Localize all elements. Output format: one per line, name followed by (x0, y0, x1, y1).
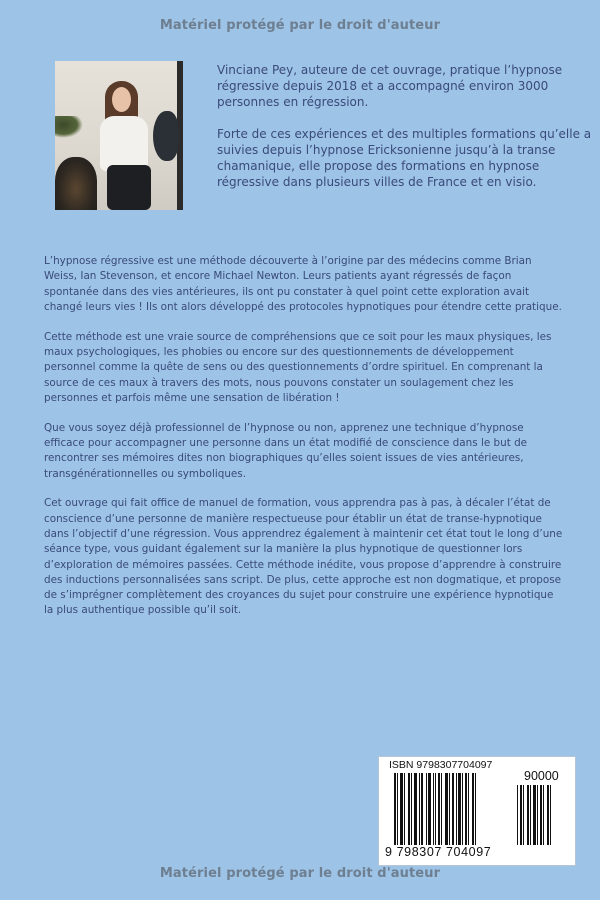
description-paragraph: Que vous soyez déjà professionnel de l’hypnose ou non, apprenez une technique d’hypnose efficace pour accompagner une personne dans un état modifié de conscience dans le but de rencontrer ses mémoires dites non biographiques qu’elles soient issues de vies antérieures, transgénérationnelles ou symboliques. (44, 421, 528, 480)
bio-paragraph: Vinciane Pey, auteure de cet ouvrage, pratique l’hypnose régressive depuis 2018 et a accompagné environ 3000 personnes en régression. (217, 63, 563, 109)
book-description (44, 254, 564, 633)
copyright-watermark-bottom: Matériel protégé par le droit d'auteur (159, 866, 441, 881)
description-paragraph: Cette méthode est une vraie source de compréhensions que ce soit pour les maux physiques, les maux psychologiques, les phobies ou encore sur des questionnements de développement personnel comme la quête de sens ou des questionnements d’ordre spirituel. En comprenant la source de ces maux à travers des mots, nous pouvons constater un soulagement chez les personnes et parfois même une sensation de libération ! (44, 330, 552, 404)
photo-blouse (100, 116, 148, 171)
description-paragraph: L’hypnose régressive est une méthode découverte à l’origine par des médecins comme Brian Weiss, Ian Stevenson, et encore Michael Newton. Leurs patients ayant régressés de façon spontanée dans des vies antérieures, ils ont pu constater à quel point cette exploration avait changé leurs vies ! Ils ont alors développé des protocoles hypnotiques pour étendre cette pratique. (44, 255, 562, 313)
author-photo (55, 61, 183, 210)
barcode-bars-addon (517, 785, 565, 845)
photo-basket (55, 157, 97, 210)
photo-plant (55, 116, 83, 138)
barcode-bars-main (394, 773, 499, 847)
barcode-digits: 9 798307 704097 (385, 845, 492, 859)
bio-paragraph: Forte de ces expériences et des multiples formations qu’elle a suivies depuis l’hypnose Ericksonienne jusqu’à la transe chamanique, elle propose des formations en hypnose régressive dans plusieurs villes de France et en visio. (217, 127, 592, 189)
copyright-watermark-top: Matériel protégé par le droit d'auteur (159, 18, 441, 33)
barcode-addon-code: 90000 (524, 769, 559, 783)
photo-pants (107, 165, 151, 210)
photo-face (112, 87, 131, 112)
description-paragraph: Cet ouvrage qui fait office de manuel de formation, vous apprendra pas à pas, à décaler l’état de conscience d’une personne de manière respectueuse pour établir un état de transe-hypnotique dans l’objectif d’une régression. Vous apprendrez également à maintenir cet état tout le long d’une séance type, vous guidant également sur la manière la plus hypnotique de questionner lors d’exploration de mémoires passées. Cette méthode inédite, vous propose d’apprendre à construire des inductions personnalisées sans script. De plus, cette approche est non dogmatique, et propose de s’imprégner complètement des croyances du sujet pour construire une expérience hypnotique la plus authentique possible qu’il soit. (44, 497, 563, 617)
author-bio (217, 62, 597, 206)
isbn-label: ISBN 9798307704097 (389, 759, 493, 771)
isbn-barcode (378, 756, 576, 866)
photo-chair (153, 111, 179, 161)
